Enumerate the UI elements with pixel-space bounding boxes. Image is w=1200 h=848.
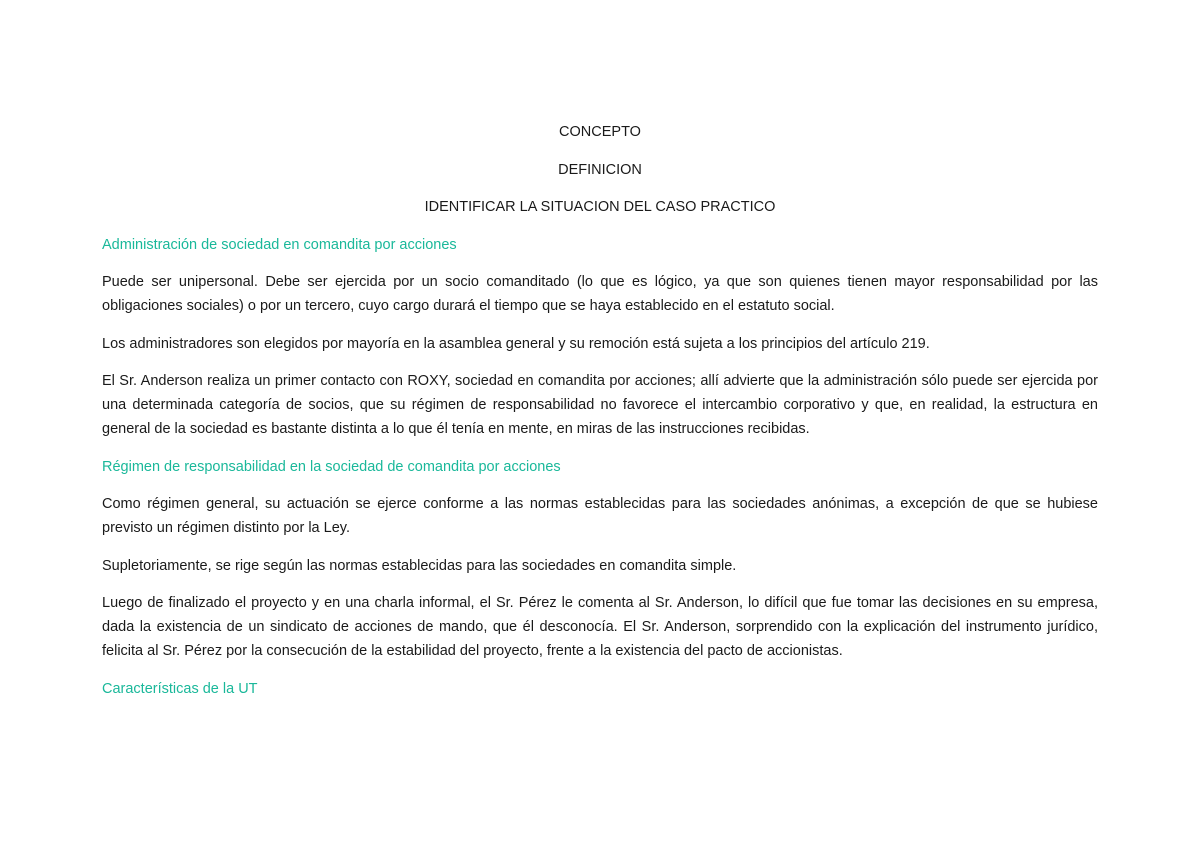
paragraph-supletoriamente: Supletoriamente, se rige según las normas establecidas para las sociedades en comandita simple. [102, 557, 737, 574]
document-body [102, 120, 1098, 714]
section-heading-responsabilidad: Régimen de responsabilidad en la sociedad de comandita por acciones [102, 458, 561, 475]
paragraph-unipersonal: Puede ser unipersonal. Debe ser ejercida por un socio comanditado (lo que es lógico, ya que son quienes tienen mayor responsabilidad por las obligaciones sociales) o por un tercero, cuyo cargo durará el tiempo que se haya establecido en el estatuto social. [102, 274, 1098, 314]
title-definicion: DEFINICION [558, 161, 642, 178]
title-concepto: CONCEPTO [559, 124, 641, 140]
section-heading-administracion: Administración de sociedad en comandita por acciones [102, 236, 457, 253]
section-heading-ut: Características de la UT [102, 680, 258, 697]
paragraph-administradores: Los administradores son elegidos por mayoría en la asamblea general y su remoción está sujeta a los principios del artículo 219. [102, 335, 930, 352]
paragraph-perez-anderson: Luego de finalizado el proyecto y en una charla informal, el Sr. Pérez le comenta al Sr. Anderson, lo difícil que fue tomar las decisiones en su empresa, dada la existencia de un sindicato de acciones de mando, que él desconocía. El Sr. Anderson, sorprendido con la explicación del instrumento jurídico, felicita al Sr. Pérez por la consecución de la estabilidad del proyecto, frente a la existencia del pacto de accionistas. [102, 595, 1098, 659]
paragraph-regimen-general: Como régimen general, su actuación se ejerce conforme a las normas establecidas para las sociedades anónimas, a excepción de que se hubiese previsto un régimen distinto por la Ley. [102, 496, 1098, 536]
paragraph-anderson-roxy: El Sr. Anderson realiza un primer contacto con ROXY, sociedad en comandita por acciones; allí advierte que la administración sólo puede ser ejercida por una determinada categoría de socios, que su régimen de responsabilidad no favorece el intercambio corporativo y que, en realidad, la estructura en general de la sociedad es bastante distinta a lo que él tenía en mente, en miras de las instrucciones recibidas. [102, 373, 1098, 437]
title-identificar: IDENTIFICAR LA SITUACION DEL CASO PRACTICO [424, 199, 776, 215]
